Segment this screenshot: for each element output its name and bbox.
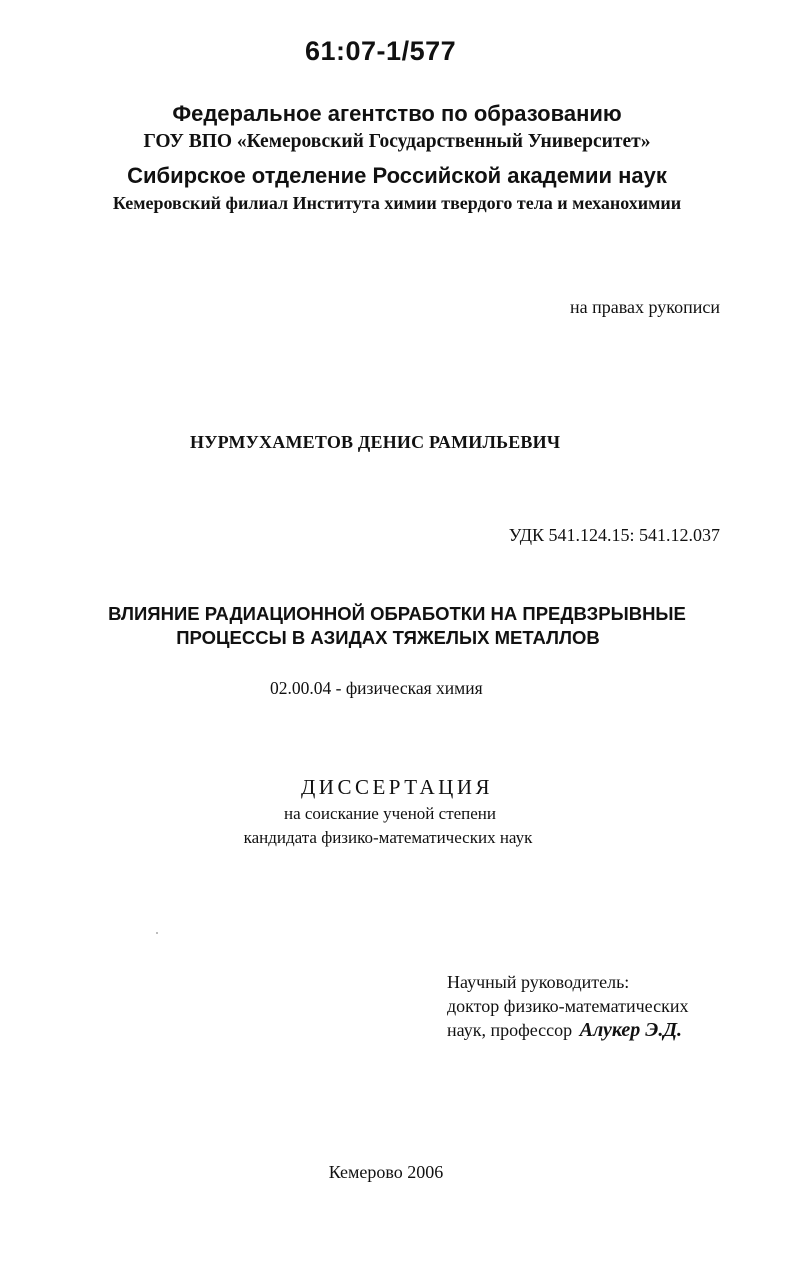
udk-code: УДК 541.124.15: 541.12.037 bbox=[508, 525, 720, 545]
specialty-code: 02.00.04 - физическая химия bbox=[270, 678, 483, 698]
degree-line-1: на соискание ученой степени bbox=[283, 804, 497, 823]
city-year: Кемерово 2006 bbox=[328, 1162, 444, 1182]
thesis-title-line-2: ПРОЦЕССЫ В АЗИДАХ ТЯЖЕЛЫХ МЕТАЛЛОВ bbox=[176, 627, 600, 648]
supervisor-label: Научный руководитель: bbox=[447, 972, 630, 992]
university-heading: ГОУ ВПО «Кемеровский Государственный Университет» bbox=[143, 131, 651, 152]
author-name: НУРМУХАМЕТОВ ДЕНИС РАМИЛЬЕВИЧ bbox=[190, 432, 561, 452]
archive-stamp-number: 61:07-1/577 bbox=[305, 36, 457, 66]
supervisor-name: Алукер Э.Д. bbox=[579, 1019, 682, 1041]
academy-heading: Сибирское отделение Российской академии наук bbox=[127, 163, 667, 188]
manuscript-note: на правах рукописи bbox=[570, 297, 720, 317]
degree-line-2: кандидата физико-математических наук bbox=[243, 828, 533, 847]
supervisor-degree: доктор физико-математических bbox=[447, 996, 689, 1016]
supervisor-title-line bbox=[447, 1019, 682, 1042]
dissertation-label: ДИССЕРТАЦИЯ bbox=[300, 775, 494, 799]
scan-speck bbox=[156, 932, 158, 934]
branch-heading: Кемеровский филиал Института химии твердого тела и механохимии bbox=[112, 193, 682, 213]
agency-heading: Федеральное агентство по образованию bbox=[172, 101, 622, 126]
supervisor-title: наук, профессор bbox=[447, 1020, 573, 1040]
thesis-title-line-1: ВЛИЯНИЕ РАДИАЦИОННОЙ ОБРАБОТКИ НА ПРЕДВЗРЫВНЫЕ bbox=[108, 603, 686, 624]
